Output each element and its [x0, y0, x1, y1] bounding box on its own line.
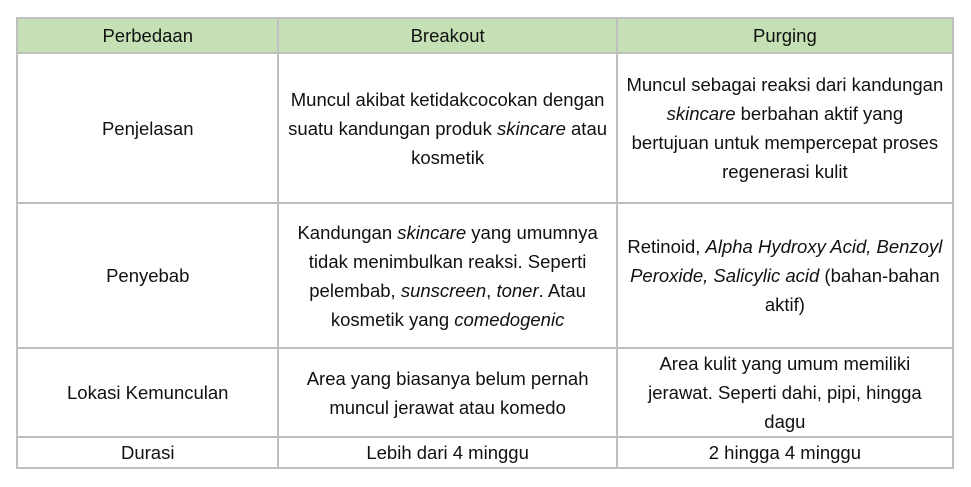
- text-segment: 2 hingga 4 minggu: [708, 442, 861, 463]
- table-row: [17, 53, 953, 203]
- row-label: Penjelasan: [17, 53, 278, 203]
- row-label: Durasi: [17, 437, 278, 468]
- breakout-cell: [278, 53, 616, 203]
- text-segment: yang umumnya tidak menimbulkan reaksi. Seperti pelembab,: [308, 221, 598, 301]
- italic-text: sunscreen: [400, 279, 487, 301]
- row-label: Lokasi Kemunculan: [17, 348, 278, 437]
- header-perbedaan: Perbedaan: [17, 18, 278, 53]
- row-label: Penyebab: [17, 203, 278, 348]
- text-segment: Kandungan: [297, 221, 398, 243]
- breakout-cell: [278, 348, 616, 437]
- italic-text: toner: [496, 279, 539, 301]
- italic-text: skincare: [666, 103, 736, 124]
- text-segment: Area yang biasanya belum pernah muncul jerawat atau komedo: [306, 367, 589, 418]
- italic-text: skincare: [397, 221, 467, 243]
- header-purging: Purging: [617, 18, 953, 53]
- breakout-cell: [278, 437, 616, 468]
- purging-cell: [617, 348, 953, 437]
- purging-cell: [617, 53, 953, 203]
- comparison-table: [16, 17, 954, 469]
- text-segment: atau kosmetik: [411, 117, 608, 168]
- text-segment: ,: [486, 279, 497, 301]
- text-segment: . Atau kosmetik yang: [330, 279, 586, 330]
- italic-text: skincare: [496, 117, 566, 139]
- text-segment: (bahan-bahan aktif): [764, 265, 940, 315]
- table-row: [17, 203, 953, 348]
- table-row: [17, 437, 953, 468]
- text-segment: Retinoid,: [627, 236, 706, 257]
- breakout-cell: [278, 203, 616, 348]
- text-segment: Muncul sebagai reaksi dari kandungan: [626, 74, 944, 95]
- purging-cell: [617, 203, 953, 348]
- header-row: [17, 18, 953, 53]
- table-row: [17, 348, 953, 437]
- italic-text: comedogenic: [454, 308, 565, 330]
- italic-text: Alpha Hydroxy Acid, Benzoyl Peroxide, Salicylic acid: [630, 236, 943, 286]
- purging-cell: [617, 437, 953, 468]
- text-segment: Muncul akibat ketidakcocokan dengan suatu kandungan produk: [288, 88, 605, 139]
- text-segment: Area kulit yang umum memiliki jerawat. Seperti dahi, pipi, hingga dagu: [648, 353, 922, 432]
- header-breakout: Breakout: [278, 18, 616, 53]
- text-segment: Lebih dari 4 minggu: [366, 442, 529, 463]
- text-segment: berbahan aktif yang bertujuan untuk mempercepat proses regenerasi kulit: [631, 103, 939, 182]
